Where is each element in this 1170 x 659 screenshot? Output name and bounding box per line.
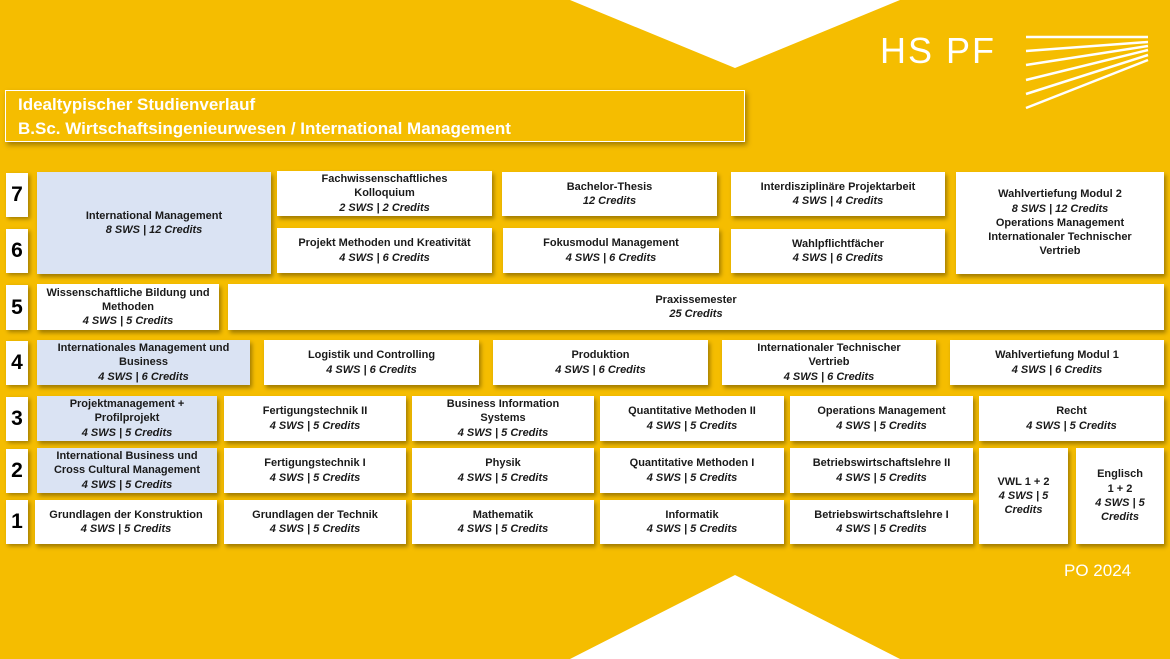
title-line-1: Idealtypischer Studienverlauf bbox=[18, 95, 256, 114]
module-credits: 4 SWS | 5 Credits bbox=[646, 523, 738, 535]
module-bachelor-thesis bbox=[502, 172, 717, 216]
module-name: Internationales Management und Business bbox=[57, 342, 230, 369]
module-name: International Business und Cross Cultural Management bbox=[53, 450, 201, 477]
module-name: Quantitative Methoden I bbox=[629, 457, 755, 470]
module-credits: 4 SWS | 5 Credits bbox=[836, 523, 927, 535]
module-name: Fertigungstechnik II bbox=[262, 405, 368, 418]
module-bwl-1 bbox=[790, 500, 973, 544]
module-credits: 4 SWS | 5 Credits bbox=[1026, 419, 1117, 432]
module-name: Fertigungstechnik I bbox=[264, 457, 366, 470]
module-credits: 4 SWS | 6 Credits bbox=[339, 251, 430, 264]
module-name: Operations Management bbox=[817, 405, 946, 418]
module-credits: 4 SWS | 6 Credits bbox=[783, 370, 875, 383]
module-credits: 4 SWS | 5 Credits bbox=[836, 471, 927, 484]
semester-number: 7 bbox=[6, 173, 28, 217]
module-name: Quantitative Methoden II bbox=[628, 405, 756, 418]
module-praxissemester bbox=[228, 284, 1164, 330]
module-credits: 4 SWS | 5 bbox=[1095, 497, 1145, 509]
module-credits: 12 Credits bbox=[582, 195, 637, 207]
module-vwl bbox=[979, 448, 1068, 544]
module-credits: 4 SWS | 5 Credits bbox=[81, 426, 173, 439]
po-label: PO 2024 bbox=[1064, 561, 1132, 580]
semester-number: 3 bbox=[6, 397, 28, 441]
semester-number: 4 bbox=[6, 341, 28, 385]
module-name: Logistik und Controlling bbox=[307, 349, 436, 362]
module-credits: 4 SWS | 5 Credits bbox=[269, 471, 361, 484]
module-credits: 4 SWS | 5 Credits bbox=[269, 523, 361, 535]
module-credits: 4 SWS | 5 bbox=[998, 489, 1049, 502]
module-international-business bbox=[37, 448, 217, 493]
module-name: Betriebswirtschaftslehre I bbox=[814, 508, 949, 521]
module-mathematik bbox=[412, 500, 594, 544]
module-name: Projektmanagement + Profilprojekt bbox=[69, 398, 185, 425]
semester-number: 6 bbox=[6, 229, 28, 273]
module-name: Wahlpflichtfächer bbox=[792, 237, 884, 250]
module-name: Physik bbox=[485, 457, 521, 470]
module-credits: 4 SWS | 5 Credits bbox=[81, 478, 173, 491]
module-name: International Management bbox=[85, 209, 223, 222]
module-credits: 8 SWS | 12 Credits bbox=[1011, 202, 1109, 215]
module-name: Informatik bbox=[665, 508, 719, 521]
module-name: Englisch bbox=[1097, 468, 1143, 481]
title-box bbox=[5, 90, 745, 142]
module-name: Wissenschaftliche Bildung und Methoden bbox=[46, 286, 210, 313]
module-international-management bbox=[37, 172, 271, 274]
module-grundlagen-konstruktion bbox=[35, 500, 217, 544]
module-informatik bbox=[600, 500, 784, 544]
module-credits: 2 SWS | 2 Credits bbox=[339, 201, 430, 214]
module-quantitative-methoden-1 bbox=[600, 448, 784, 493]
module-credits: 4 SWS | 5 Credits bbox=[646, 419, 738, 432]
module-recht bbox=[979, 396, 1164, 441]
module-wahlvertiefung-2 bbox=[956, 172, 1164, 274]
module-credits: 4 SWS | 5 Credits bbox=[82, 315, 174, 328]
module-credits-unit: Credits bbox=[1101, 511, 1139, 524]
module-credits: 4 SWS | 6 Credits bbox=[555, 363, 646, 376]
module-wahlpflichtfaecher bbox=[731, 229, 945, 273]
semester-number: 1 bbox=[6, 500, 28, 544]
title-line-2: B.Sc. Wirtschaftsingenieurwesen / International Management bbox=[18, 119, 511, 138]
module-name: Fokusmodul Management bbox=[543, 237, 679, 250]
module-wissenschaftliche-bildung bbox=[37, 284, 219, 330]
module-internationales-management-business bbox=[37, 340, 250, 385]
module-physik bbox=[412, 448, 594, 493]
module-credits-unit: Credits bbox=[1004, 504, 1043, 517]
module-credits: 4 SWS | 5 Credits bbox=[457, 471, 549, 484]
module-fokusmodul bbox=[503, 228, 719, 273]
module-internationaler-vertrieb bbox=[722, 340, 936, 385]
module-credits: 8 SWS | 12 Credits bbox=[105, 224, 203, 236]
module-name: Interdisziplinäre Projektarbeit bbox=[760, 180, 916, 193]
module-credits: 4 SWS | 6 Credits bbox=[326, 363, 417, 376]
module-name: Wahlvertiefung Modul 2 bbox=[998, 188, 1122, 201]
module-credits: 4 SWS | 5 Credits bbox=[836, 419, 927, 432]
module-fertigungstechnik-2 bbox=[224, 396, 406, 441]
module-projekt-methoden bbox=[277, 228, 492, 273]
module-name: Betriebswirtschaftslehre II bbox=[812, 457, 951, 470]
module-name: Grundlagen der Konstruktion bbox=[49, 508, 203, 521]
module-projektmanagement bbox=[37, 396, 217, 441]
module-credits: 4 SWS | 6 Credits bbox=[98, 370, 189, 383]
module-name: Recht bbox=[1056, 405, 1087, 418]
module-name: Wahlvertiefung Modul 1 bbox=[995, 349, 1119, 362]
module-business-information-systems bbox=[412, 396, 594, 441]
logo-text: HS PF bbox=[880, 30, 997, 71]
module-wahlvertiefung-1 bbox=[950, 340, 1164, 385]
module-credits: 4 SWS | 6 Credits bbox=[1011, 363, 1103, 376]
module-bwl-2 bbox=[790, 448, 973, 493]
module-name: Bachelor-Thesis bbox=[566, 180, 653, 193]
module-name: Produktion bbox=[571, 349, 630, 362]
module-operations-management bbox=[790, 396, 973, 441]
module-englisch bbox=[1076, 448, 1164, 544]
module-option: Internationaler Technischer Vertrieb bbox=[988, 231, 1132, 258]
module-kolloquium bbox=[277, 171, 492, 216]
semester-number: 5 bbox=[6, 285, 28, 330]
module-credits: 4 SWS | 5 Credits bbox=[269, 419, 361, 432]
module-grundlagen-technik bbox=[224, 500, 406, 544]
hs-pf-stripes-logo-icon bbox=[1020, 34, 1155, 114]
module-name: Grundlagen der Technik bbox=[252, 508, 378, 521]
module-name: Praxissemester bbox=[655, 293, 737, 306]
module-credits: 4 SWS | 5 Credits bbox=[80, 523, 172, 535]
module-name: Projekt Methoden und Kreativität bbox=[298, 237, 471, 250]
module-projektarbeit bbox=[731, 172, 945, 216]
module-credits: 4 SWS | 4 Credits bbox=[792, 195, 884, 207]
module-credits: 25 Credits bbox=[669, 308, 723, 320]
module-credits: 4 SWS | 6 Credits bbox=[792, 252, 884, 264]
module-name: Business Information Systems bbox=[446, 398, 560, 425]
semester-number: 2 bbox=[6, 449, 28, 493]
module-credits: 4 SWS | 5 Credits bbox=[457, 426, 549, 439]
module-name: VWL 1 + 2 bbox=[997, 475, 1050, 488]
module-name-suffix: 1 + 2 bbox=[1107, 482, 1133, 495]
module-name: Fachwissenschaftliches Kolloquium bbox=[321, 173, 448, 200]
module-fertigungstechnik-1 bbox=[224, 448, 406, 493]
module-credits: 4 SWS | 6 Credits bbox=[565, 251, 657, 264]
module-name: Mathematik bbox=[472, 508, 534, 521]
module-credits: 4 SWS | 5 Credits bbox=[646, 471, 738, 484]
module-option: Operations Management bbox=[995, 216, 1125, 229]
module-quantitative-methoden-2 bbox=[600, 396, 784, 441]
module-logistik-controlling bbox=[264, 340, 479, 385]
module-produktion bbox=[493, 340, 708, 385]
module-name: Internationaler Technischer Vertrieb bbox=[757, 342, 901, 369]
module-credits: 4 SWS | 5 Credits bbox=[457, 523, 549, 535]
